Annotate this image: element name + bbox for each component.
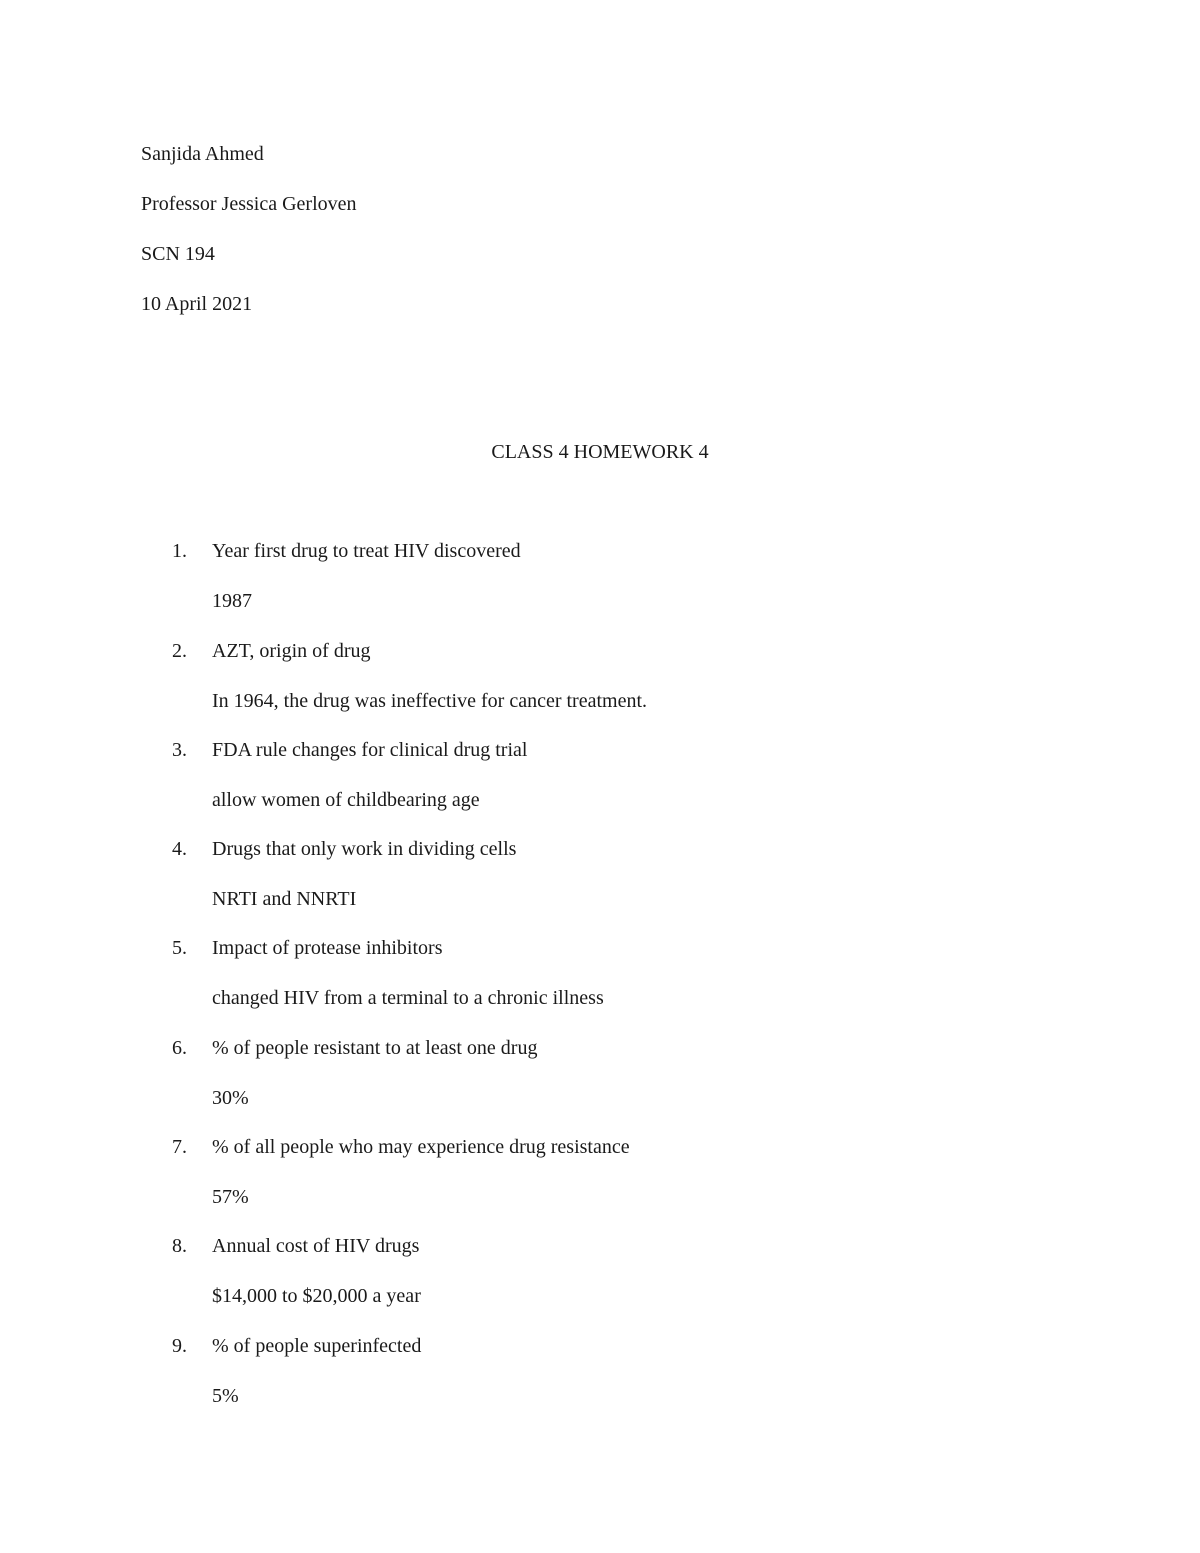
question-number: 7. — [172, 1136, 187, 1158]
question-number: 3. — [172, 739, 187, 761]
question-number: 1. — [172, 540, 187, 562]
page-title: CLASS 4 HOMEWORK 4 — [491, 441, 709, 463]
professor-name: Professor Jessica Gerloven — [141, 193, 357, 215]
answer-text: 5% — [212, 1385, 239, 1407]
question-text: % of people resistant to at least one drug — [212, 1037, 538, 1059]
question-number: 6. — [172, 1037, 187, 1059]
answer-text: In 1964, the drug was ineffective for cancer treatment. — [212, 690, 647, 712]
question-number: 9. — [172, 1335, 187, 1357]
student-name: Sanjida Ahmed — [141, 143, 264, 165]
answer-text: changed HIV from a terminal to a chronic illness — [212, 987, 604, 1009]
document-date: 10 April 2021 — [141, 293, 253, 315]
course-code: SCN 194 — [141, 243, 215, 265]
answer-text: allow women of childbearing age — [212, 789, 480, 811]
question-number: 5. — [172, 937, 187, 959]
answer-text: 1987 — [212, 590, 252, 612]
question-text: AZT, origin of drug — [212, 640, 371, 662]
question-number: 8. — [172, 1235, 187, 1257]
question-text: % of all people who may experience drug resistance — [212, 1136, 630, 1158]
question-text: Year first drug to treat HIV discovered — [212, 540, 521, 562]
answer-text: 30% — [212, 1087, 249, 1109]
question-text: Impact of protease inhibitors — [212, 937, 443, 959]
question-number: 2. — [172, 640, 187, 662]
answer-text: NRTI and NNRTI — [212, 888, 357, 910]
answer-text: 57% — [212, 1186, 249, 1208]
question-text: Drugs that only work in dividing cells — [212, 838, 517, 860]
question-number: 4. — [172, 838, 187, 860]
answer-text: $14,000 to $20,000 a year — [212, 1285, 421, 1307]
question-text: Annual cost of HIV drugs — [212, 1235, 420, 1257]
question-text: % of people superinfected — [212, 1335, 422, 1357]
question-text: FDA rule changes for clinical drug trial — [212, 739, 528, 761]
